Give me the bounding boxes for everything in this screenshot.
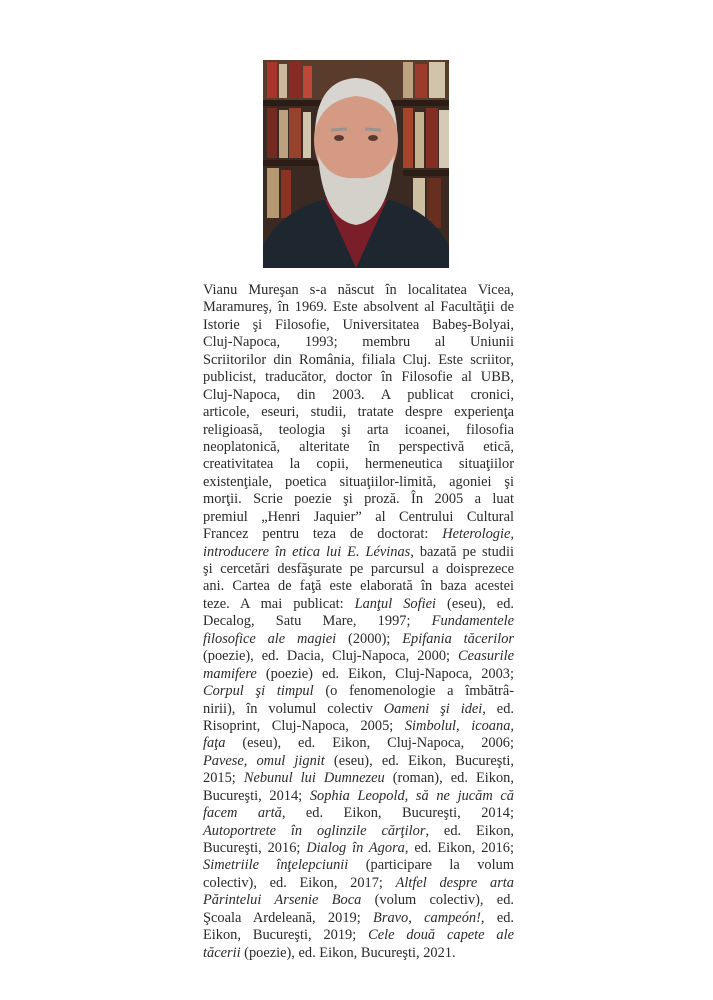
bio-line — [203, 648, 514, 665]
bio-text: ani. Cartea de faţă este elaborată în baza acestei — [203, 578, 514, 595]
author-portrait-image — [263, 60, 449, 268]
bio-text: 2015; — [203, 770, 244, 787]
bio-title-italic: mamifere — [203, 665, 257, 682]
bio-title-italic: Lanţul Sofiei — [354, 595, 436, 612]
bio-text: , ed. Eikon, — [425, 822, 514, 839]
bio-text: nirii), în volumul colectiv — [203, 700, 384, 717]
bio-line — [203, 299, 514, 316]
bio-title-italic: facem artă — [203, 805, 282, 822]
bio-text: (volum colectiv), ed. — [361, 892, 514, 909]
bio-line — [203, 770, 514, 787]
bio-text: Eikon, Bucureşti, 2019; — [203, 927, 369, 944]
bio-line — [203, 735, 514, 752]
bio-title-italic: Bravo, campeón! — [373, 909, 481, 926]
bio-line — [203, 474, 514, 491]
bio-text: neoplatonică, alteritate în perspectivă etică, — [203, 438, 514, 455]
bio-line — [203, 439, 514, 456]
bio-line — [203, 404, 514, 421]
bio-text: (eseu), ed. Eikon, Bucureşti, — [324, 752, 514, 769]
bio-line — [203, 369, 514, 386]
bio-text: Francez pentru teza de doctorat: — [203, 526, 443, 543]
bio-line — [203, 352, 514, 369]
bio-title-italic: Simbolul, icoana, — [404, 717, 514, 734]
bio-text: (participare la volum — [348, 857, 514, 874]
bio-line — [203, 666, 514, 683]
bio-text: creativitatea la copii, hermeneutica situaţiilor — [203, 456, 514, 473]
bio-text: bazată pe studii — [413, 543, 514, 560]
bio-text: Vianu Mureşan s-a născut în localitatea Vicea, — [203, 282, 514, 298]
author-photo — [263, 60, 449, 268]
bio-text: (poezie), ed. Eikon, Bucureşti, 2021. — [240, 944, 456, 961]
bio-title-italic: Dialog în Agora — [306, 840, 405, 856]
bio-text: Scriitorilor din România, filiala Cluj. Este scriitor, — [203, 351, 514, 368]
bio-title-italic: Altfel despre arta — [395, 874, 514, 891]
bio-title-italic: faţa — [203, 735, 226, 752]
bio-line — [203, 788, 514, 805]
bio-title-italic: Oameni şi idei — [383, 700, 483, 717]
bio-text: Şcoala Ardeleană, 2019; — [203, 909, 374, 926]
bio-text: , ed. — [480, 909, 514, 926]
bio-text: existenţiale, poetica situaţiilor-limită, agoniei şi — [203, 473, 514, 490]
bio-text: (roman), ed. Eikon, — [384, 770, 514, 787]
bio-line — [203, 701, 514, 718]
bio-title-italic: Sophia Leopold, să ne jucăm că — [309, 787, 514, 804]
bio-text: Decalog, Satu Mare, 1997; — [203, 613, 432, 630]
bio-text: Bucureşti, 2014; — [203, 787, 310, 804]
bio-line — [203, 422, 514, 439]
bio-title-italic: Ceasurile — [458, 648, 514, 665]
bio-line — [203, 753, 514, 770]
bio-text: , ed. — [482, 700, 514, 717]
bio-text: (2000); — [336, 630, 403, 647]
bio-line — [203, 561, 514, 578]
bio-text: (poezie) ed. Eikon, Cluj-Napoca, 2003; — [256, 665, 514, 682]
bio-text: Cluj-Napoca, 1993; membru al Uniunii — [203, 334, 514, 351]
bio-line — [203, 683, 514, 700]
bio-title-italic: Nebunul lui Dumnezeu — [243, 770, 385, 787]
bio-line — [203, 631, 514, 648]
bio-text: morţii. Scrie poezie şi proză. În 2005 a luat — [203, 491, 514, 508]
bio-text: (poezie), ed. Dacia, Cluj-Napoca, 2000; — [203, 648, 459, 665]
bio-line — [203, 875, 514, 892]
bio-text: religioasă, teologia şi arta icoanei, filosofia — [203, 421, 514, 438]
bio-text: şi cercetări desfăşurate pe parcursul a doisprezece — [203, 561, 514, 577]
bio-title-italic: introducere în etica lui E. Lévinas, — [203, 543, 414, 560]
bio-line — [203, 718, 514, 735]
bio-title-italic: Corpul şi timpul — [203, 683, 314, 700]
bio-text: Risoprint, Cluj-Napoca, 2005; — [203, 717, 405, 734]
bio-line — [203, 456, 514, 473]
bio-text: articole, eseuri, studii, tratate despre experienţa — [203, 404, 514, 421]
bio-line — [203, 823, 514, 840]
bio-line — [203, 927, 514, 944]
bio-text: colectiv), ed. Eikon, 2017; — [203, 874, 396, 891]
bio-line — [203, 596, 514, 613]
bio-title-italic: Simetriile înţelepciunii — [203, 857, 349, 874]
bio-text: Maramureş, în 1969. Este absolvent al Facultăţii de — [203, 299, 514, 316]
bio-title-italic: Autoportrete în oglinzile cărţilor — [203, 822, 426, 839]
bio-line — [203, 892, 514, 909]
bio-title-italic: Pavese, omul jignit — [203, 752, 325, 769]
bio-line — [203, 509, 514, 526]
bio-title-italic: Părintelui Arsenie Boca — [203, 892, 362, 909]
bio-title-italic: filosofice ale magiei — [203, 630, 337, 647]
bio-line — [203, 317, 514, 334]
bio-line — [203, 491, 514, 508]
bio-text: Bucureşti, 2016; — [203, 840, 307, 856]
bio-line — [203, 578, 514, 595]
bio-line — [203, 805, 514, 822]
bio-text: Cluj-Napoca, din 2003. A publicat cronici, — [203, 386, 514, 403]
bio-line — [203, 282, 514, 299]
bio-line — [203, 910, 514, 927]
bio-title-italic: Epifania tăcerilor — [402, 630, 514, 647]
bio-line — [203, 526, 514, 543]
bio-line — [203, 387, 514, 404]
bio-text: publicist, traducător, doctor în Filosofie al UBB, — [203, 369, 514, 386]
bio-line — [203, 945, 514, 962]
bio-text: Istorie şi Filosofie, Universitatea Babeş-Bolyai, — [203, 316, 514, 333]
bio-title-italic: Heterologie, — [442, 526, 514, 543]
bio-text: , ed. Eikon, Bucureşti, 2014; — [281, 805, 514, 822]
bio-text: (eseu), ed. — [436, 595, 514, 612]
bio-text: (o fenomenologie a îmbătrâ- — [313, 683, 515, 700]
bio-title-italic: tăcerii — [203, 944, 241, 961]
bio-line — [203, 544, 514, 561]
bio-title-italic: Fundamentele — [431, 613, 514, 630]
bio-text: (eseu), ed. Eikon, Cluj-Napoca, 2006; — [225, 735, 514, 752]
bio-line — [203, 613, 514, 630]
bio-text: , ed. Eikon, 2016; — [404, 840, 514, 856]
author-biography — [203, 282, 514, 962]
bio-line — [203, 857, 514, 874]
bio-line — [203, 840, 514, 857]
bio-text: teze. A mai publicat: — [203, 595, 355, 612]
bio-line — [203, 334, 514, 351]
bio-title-italic: Cele două capete ale — [368, 927, 514, 944]
bio-text: premiul „Henri Jaquier” al Centrului Cultural — [203, 508, 514, 525]
